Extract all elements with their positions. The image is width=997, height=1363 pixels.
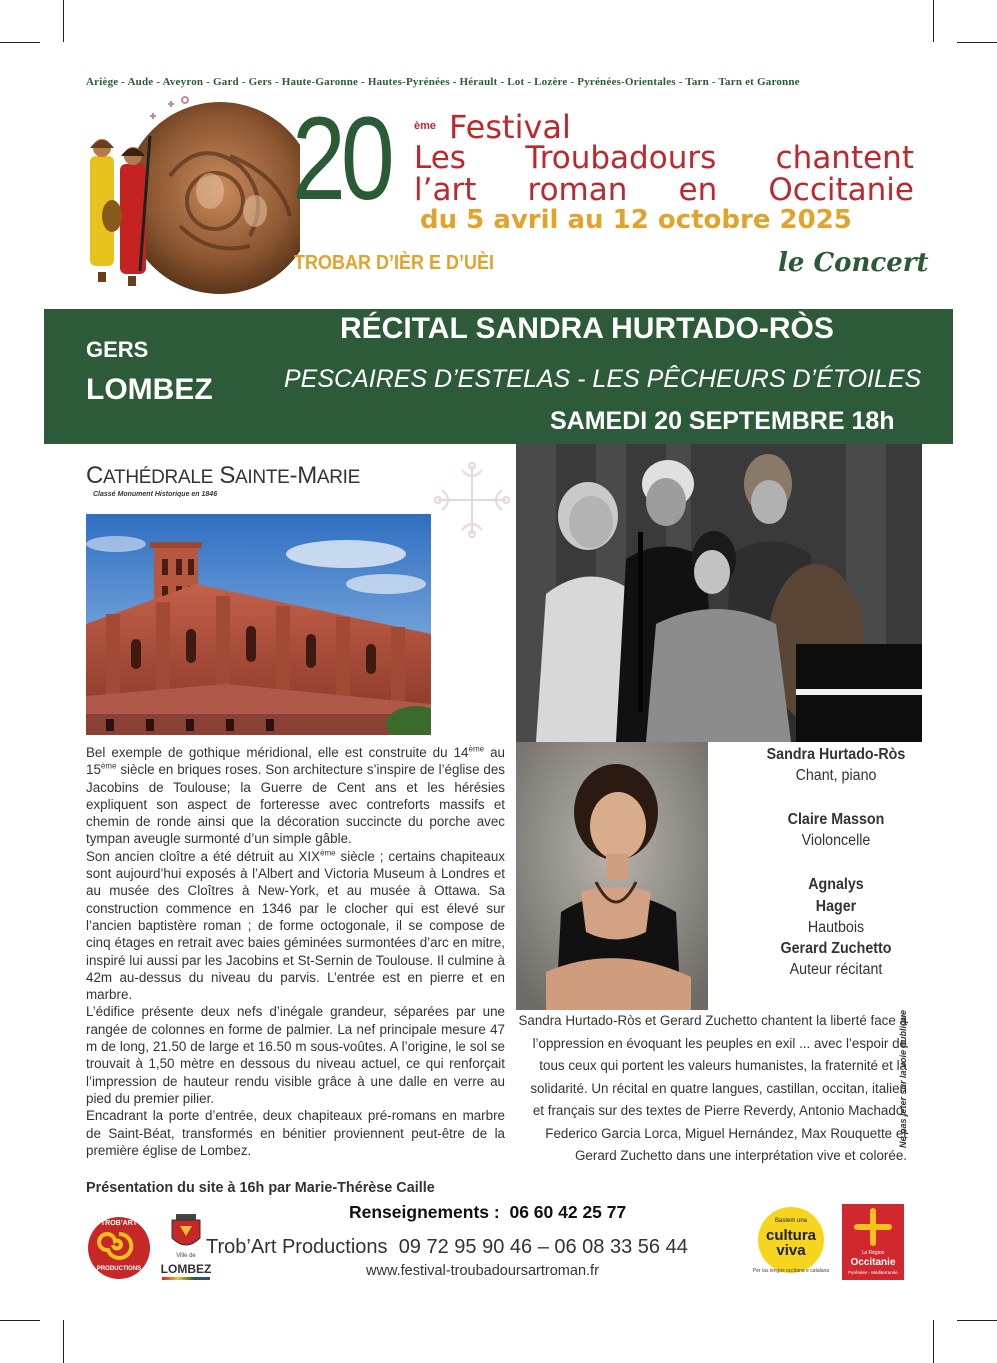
lombez-logo-text: LOMBEZ <box>160 1262 212 1276</box>
region-logo-text: Pyrénées - Méditerranée <box>848 1270 898 1275</box>
artist-role: Violoncelle <box>801 832 871 849</box>
festival-title-line2: l’art roman en Occitanie <box>414 172 914 208</box>
department-list: Ariège - Aude - Aveyron - Gard - Gers - Haute-Garonne - Hautes-Pyrénées - Hérault - Lot - Lozère - Pyrénées-Orientales - Tarn - Tarn et Garonne <box>86 76 800 88</box>
event-department: GERS <box>86 337 149 362</box>
venue-paragraph: L’édifice présente deux nefs d’inégale grandeur, séparées par une rangée de colonnes en forme de palmier. La nef principale mesure 47 m de long, 21.50 de large et 16.50 m sous-voûtes. A l’origine, le sol se trouvait à 1,50 mètre en dessous du niveau actuel, ce qui renforçait l’impression de hauteur rendu visible grâce à une dalle en verre au pied du premier pilier. <box>86 1004 505 1106</box>
region-logo-text: La Région <box>861 1250 885 1256</box>
info-line <box>349 1202 626 1223</box>
artist-name: Agnalys <box>808 876 864 893</box>
event-banner <box>44 309 953 444</box>
website-link[interactable]: www.festival-troubadoursartroman.fr <box>366 1263 599 1279</box>
trobart-logo-text: TROB’ART <box>100 1220 138 1227</box>
concert-description: Sandra Hurtado-Ròs et Gerard Zuchetto chantent la liberté face à l’oppression en évoquant les peuples en exil ... avec l’espoir de tous ceux qui portent les valeurs humanistes, la fraternité et la solidarité. Un récital en quatre langues, castillan, occitan, italien et français sur des textes de Pierre Reverdy, Antonio Machado, Federico Garcia Lorca, Miguel Hernández, Max Rouquette et Gerard Zuchetto dans une interprétation vive et colorée. <box>518 1013 907 1163</box>
producer-phones: 09 72 95 90 46 – 06 08 33 56 44 <box>398 1236 688 1258</box>
artist-role: Chant, piano <box>795 767 877 784</box>
trobart-logo-text: PRODUCTIONS <box>96 1266 142 1272</box>
venue-classification: Classé Monument Historique en 1846 <box>93 491 218 498</box>
cultura-logo-text: viva <box>776 1242 806 1259</box>
artist-role: Hautbois <box>807 919 865 936</box>
producer-line <box>206 1236 688 1259</box>
info-label: Renseignements : <box>349 1202 500 1222</box>
lombez-crest-logo <box>156 1212 216 1282</box>
festival-emblem <box>80 96 300 296</box>
crop-mark <box>957 42 997 43</box>
artist-name: Gerard Zuchetto <box>780 940 892 957</box>
cultura-viva-logo <box>752 1206 830 1282</box>
venue-paragraph: Encadrant la porte d’entrée, deux chapiteaux pré-romans en marbre de Saint-Béat, transformés en bénitier proviennent peut-être de la première église de Lombez. <box>86 1108 505 1158</box>
venue-paragraph: Son ancien cloître a été détruit au XIXème siècle ; certains chapiteaux sont aujourd’hui exposés à l’Albert and Victoria Museum à Londres et au musée des Cloîtres à New-York, et au musée à Ottawa. Sa construction commence en 1346 par le clocher qui est élevé sur l’ancien baptistère roman ; de forme octogonale, il se compose de cinq étages en retrait avec baies géminées surmontées d’arc en mitre, inspiré lui aussi par les Jacobins et St-Sernin de Toulouse. Il culmine à 42m au-dessus du niveau du parvis. L’entrée est en pierre et en marbre. <box>86 848 505 1003</box>
crop-mark <box>63 0 64 42</box>
artist-list <box>736 744 936 980</box>
cultura-logo-text: Bastem una <box>774 1218 808 1224</box>
festival-subtitle: TROBAR D’IÈR E D’UÈI <box>294 252 495 274</box>
crop-mark <box>933 1320 934 1363</box>
artist-role: Auteur récitant <box>789 961 883 978</box>
edition-number: 20 <box>292 93 390 225</box>
edition-suffix: ème <box>414 120 437 132</box>
cultura-logo-text: Per las lengas occitana e catalana <box>752 1268 830 1274</box>
festival-word: Festival <box>449 108 571 146</box>
producer-name: Trob’Art Productions <box>206 1236 388 1258</box>
trobart-logo <box>87 1216 151 1280</box>
region-occitanie-logo <box>842 1204 904 1284</box>
event-town: LOMBEZ <box>86 373 213 406</box>
event-datetime: SAMEDI 20 SEPTEMBRE 18h <box>550 407 895 435</box>
event-title: RÉCITAL SANDRA HURTADO-RÒS <box>340 312 834 345</box>
cultura-logo-text: cultura <box>765 1227 816 1244</box>
crop-mark <box>957 1320 997 1321</box>
festival-title-line1: Les Troubadours chantent <box>414 140 914 176</box>
sandra-portrait-photo <box>516 742 708 1010</box>
info-phone: 06 60 42 25 77 <box>509 1202 627 1222</box>
occitan-cross-watermark <box>432 460 512 540</box>
venue-description <box>86 744 505 1159</box>
event-subtitle: PESCAIRES D’ESTELAS - LES PÊCHEURS D’ÉTOILES <box>284 365 922 393</box>
concert-label: le Concert <box>778 248 929 278</box>
festival-dates: du 5 avril au 12 octobre 2025 <box>420 205 852 235</box>
venue-name: CATHÉDRALE SAINTE-MARIE <box>86 462 361 489</box>
crop-mark <box>63 1320 64 1363</box>
cathedral-photo <box>86 514 431 735</box>
artist-name: Claire Masson <box>787 811 885 828</box>
region-logo-text: Occitanie <box>850 1257 896 1268</box>
site-presentation-note: Présentation du site à 16h par Marie-Thérèse Caille <box>86 1180 435 1196</box>
venue-paragraph: Bel exemple de gothique méridional, elle est construite du 14ème au 15ème siècle en briques roses. Son architecture s’inspire de l’église des Jacobins de Toulouse; la Guerre de Cent ans et les hérésies expliquent son aspect de forteresse avec contreforts massifs et chemin de ronde ainsi que la décoration succincte du porche avec tympan aveugle surmonté d’un simple gâble. <box>86 744 505 847</box>
crop-mark <box>933 0 934 42</box>
musicians-group-photo <box>516 444 922 742</box>
artist-name: Hager <box>815 898 857 915</box>
crop-mark <box>0 1320 40 1321</box>
lombez-small-text: Ville de <box>176 1253 196 1259</box>
disclaimer-text: Ne pas jeter sur la voie publique <box>898 1009 908 1148</box>
artist-name: Sandra Hurtado-Ròs <box>766 746 906 763</box>
crop-mark <box>0 42 40 43</box>
